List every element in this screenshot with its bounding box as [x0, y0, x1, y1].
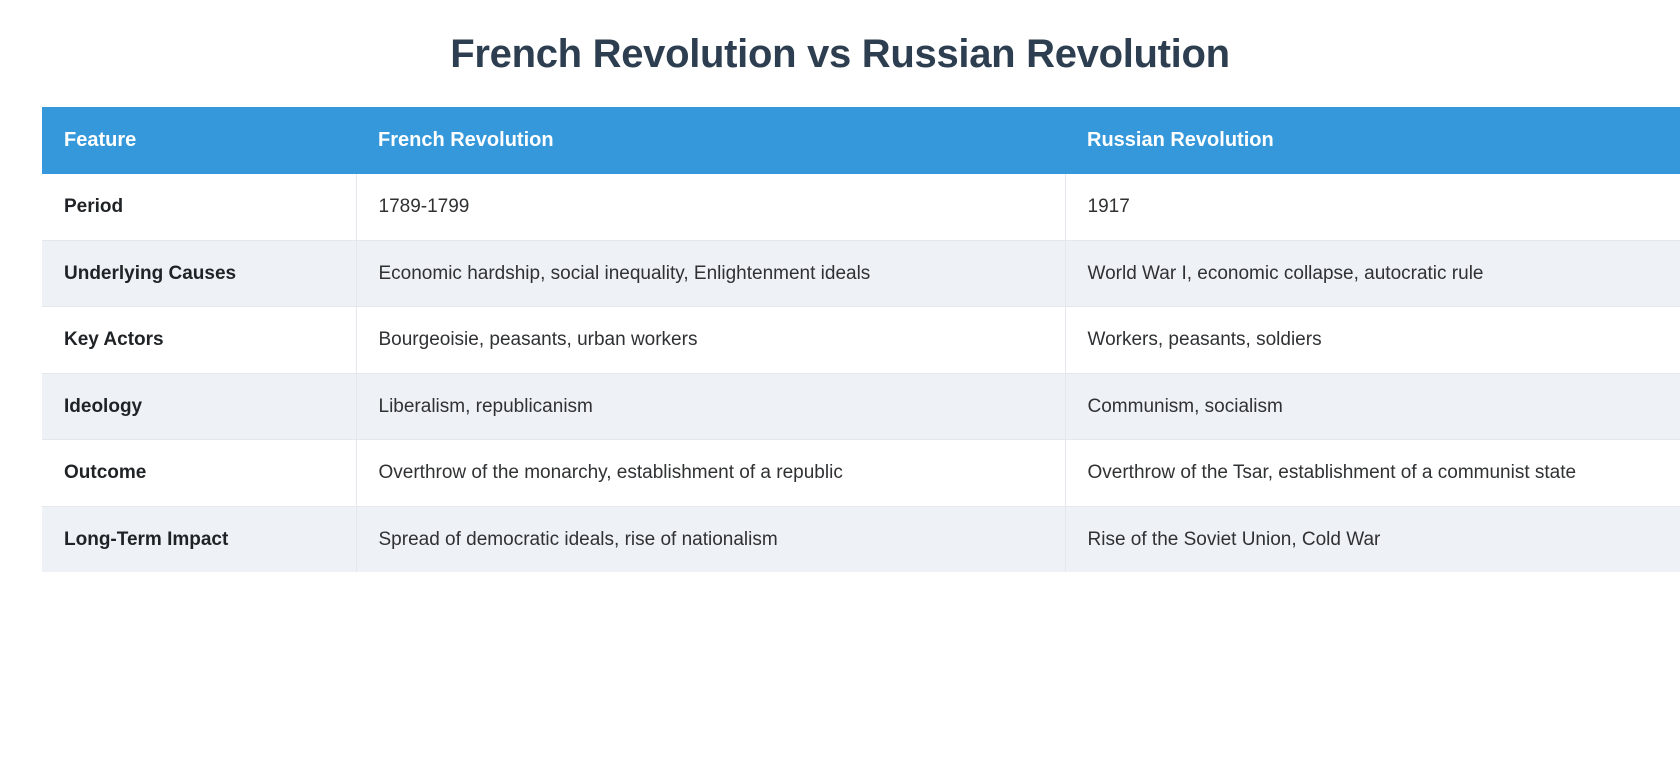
- column-header-french-revolution: French Revolution: [356, 107, 1065, 174]
- table-row: [42, 240, 1680, 307]
- comparison-table-container: [42, 107, 1638, 572]
- cell-french: Liberalism, republicanism: [356, 373, 1065, 440]
- column-header-russian-revolution: Russian Revolution: [1065, 107, 1680, 174]
- cell-feature: Long-Term Impact: [42, 506, 356, 572]
- comparison-table: [42, 107, 1680, 572]
- cell-russian: Overthrow of the Tsar, establishment of a communist state: [1065, 440, 1680, 507]
- cell-russian: Rise of the Soviet Union, Cold War: [1087, 528, 1381, 550]
- cell-feature: Ideology: [42, 373, 356, 440]
- column-header-feature: Feature: [42, 107, 356, 174]
- cell-feature: Underlying Causes: [42, 240, 356, 307]
- cell-russian: Communism, socialism: [1065, 373, 1680, 440]
- cell-french: Spread of democratic ideals, rise of nationalism: [356, 506, 1065, 572]
- cell-russian: World War I, economic collapse, autocratic rule: [1065, 240, 1680, 307]
- cell-russian: Workers, peasants, soldiers: [1065, 307, 1680, 374]
- table-row: [42, 373, 1680, 440]
- cell-russian: 1917: [1065, 174, 1680, 240]
- table-row: [42, 506, 1680, 572]
- table-header-row: [42, 107, 1680, 174]
- cell-feature: Period: [42, 174, 356, 240]
- table-row: [42, 307, 1680, 374]
- cell-french: Overthrow of the monarchy, establishment of a republic: [356, 440, 1065, 507]
- cell-feature: Key Actors: [42, 307, 356, 374]
- table-row: [42, 440, 1680, 507]
- cell-french: Bourgeoisie, peasants, urban workers: [356, 307, 1065, 374]
- page-title: French Revolution vs Russian Revolution: [450, 32, 1230, 76]
- table-row: [42, 174, 1680, 240]
- cell-feature: Outcome: [42, 440, 356, 507]
- table-body: [42, 174, 1680, 572]
- table-header: [42, 107, 1680, 174]
- cell-french: 1789-1799: [356, 174, 1065, 240]
- cell-french: Economic hardship, social inequality, Enlightenment ideals: [356, 240, 1065, 307]
